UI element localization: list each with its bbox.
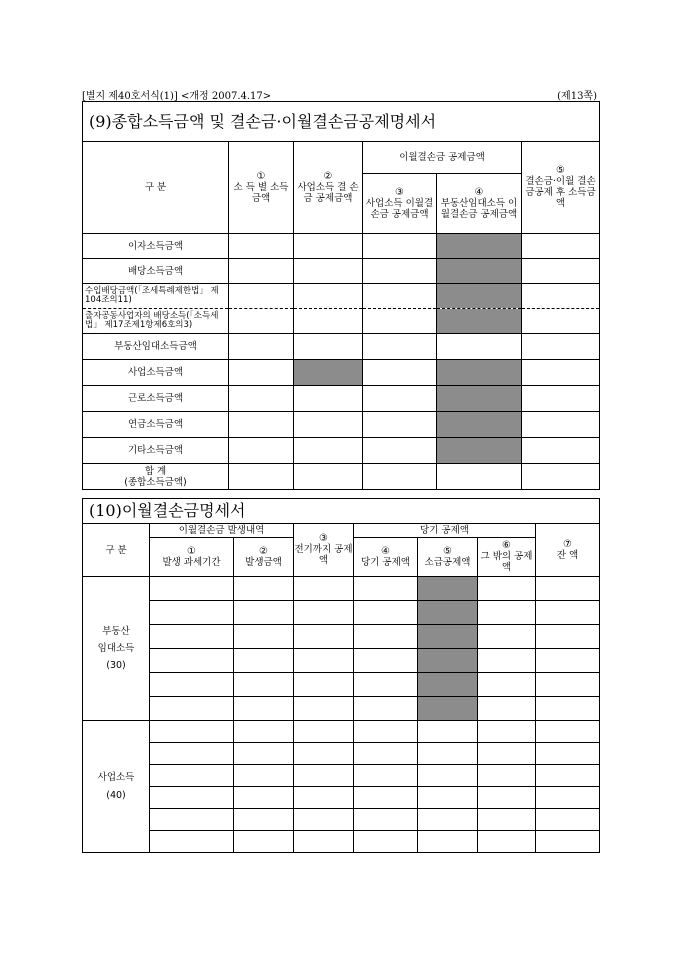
table-row — [83, 721, 600, 743]
shaded-cell — [437, 259, 522, 284]
input-cell[interactable] — [234, 673, 294, 697]
input-cell[interactable] — [294, 259, 363, 284]
input-cell[interactable] — [437, 464, 522, 490]
input-cell[interactable] — [294, 765, 354, 787]
input-cell[interactable] — [418, 831, 478, 853]
page-label: (제13쪽) — [557, 91, 597, 102]
shaded-cell — [418, 697, 478, 721]
carryover-loss-table — [82, 498, 600, 853]
input-cell[interactable] — [234, 649, 294, 673]
input-cell[interactable] — [150, 601, 234, 625]
input-cell[interactable] — [234, 697, 294, 721]
shaded-cell — [418, 673, 478, 697]
col-business-carryover: ③ 사업소득 이월결손금 공제금액 — [363, 174, 437, 234]
input-cell[interactable] — [418, 721, 478, 743]
input-cell[interactable] — [418, 809, 478, 831]
input-cell[interactable] — [478, 625, 536, 649]
input-cell[interactable] — [294, 386, 363, 412]
input-cell[interactable] — [229, 309, 294, 334]
col-carryback-deduction: ⑤ 소급공제액 — [418, 538, 478, 577]
input-cell[interactable] — [478, 765, 536, 787]
input-cell[interactable] — [418, 743, 478, 765]
input-cell[interactable] — [536, 649, 600, 673]
input-cell[interactable] — [150, 577, 234, 601]
row-label: 근로소득금액 — [83, 386, 229, 412]
table-row — [83, 601, 600, 625]
input-cell[interactable] — [536, 743, 600, 765]
table-row — [83, 765, 600, 787]
input-cell[interactable] — [536, 831, 600, 853]
table-row — [83, 438, 600, 464]
col-realestate-carryover: ④ 부동산임대소득 이월결손금 공제금액 — [437, 174, 522, 234]
input-cell[interactable] — [363, 386, 437, 412]
input-cell[interactable] — [294, 673, 354, 697]
shaded-cell — [437, 284, 522, 309]
input-cell[interactable] — [234, 721, 294, 743]
input-cell[interactable] — [522, 259, 600, 284]
input-cell[interactable] — [363, 309, 437, 334]
input-cell[interactable] — [437, 334, 522, 360]
col-current-deduction: ④ 당기 공제액 — [354, 538, 418, 577]
input-cell[interactable] — [536, 625, 600, 649]
input-cell[interactable] — [363, 234, 437, 259]
input-cell[interactable] — [536, 787, 600, 809]
input-cell[interactable] — [536, 673, 600, 697]
input-cell[interactable] — [294, 831, 354, 853]
input-cell[interactable] — [294, 697, 354, 721]
row-label: 출자공동사업자의 배당소득(「소득세법」 제17조제1항제6호의3) — [83, 309, 229, 334]
input-cell[interactable] — [234, 765, 294, 787]
input-cell[interactable] — [522, 309, 600, 334]
input-cell[interactable] — [294, 234, 363, 259]
section10-title: (10)이월결손금명세서 — [83, 499, 600, 524]
input-cell[interactable] — [229, 259, 294, 284]
table-row — [83, 625, 600, 649]
input-cell[interactable] — [536, 577, 600, 601]
input-cell[interactable] — [150, 697, 234, 721]
form-label: [별지 제40호서식(1)] <개정 2007.4.17> — [82, 91, 272, 102]
row-label-total: 합 계 (종합소득금액) — [83, 464, 229, 490]
input-cell[interactable] — [294, 649, 354, 673]
input-cell[interactable] — [354, 743, 418, 765]
input-cell[interactable] — [150, 649, 234, 673]
input-cell[interactable] — [478, 743, 536, 765]
input-cell[interactable] — [234, 625, 294, 649]
input-cell[interactable] — [150, 765, 234, 787]
input-cell[interactable] — [294, 438, 363, 464]
input-cell[interactable] — [354, 787, 418, 809]
input-cell[interactable] — [150, 625, 234, 649]
shaded-cell — [418, 625, 478, 649]
input-cell[interactable] — [229, 334, 294, 360]
input-cell[interactable] — [418, 787, 478, 809]
input-cell[interactable] — [478, 787, 536, 809]
input-cell[interactable] — [294, 743, 354, 765]
table-row — [83, 743, 600, 765]
input-cell[interactable] — [354, 673, 418, 697]
input-cell[interactable] — [150, 721, 234, 743]
input-cell[interactable] — [522, 412, 600, 438]
input-cell[interactable] — [294, 577, 354, 601]
table-row — [83, 464, 600, 490]
input-cell[interactable] — [234, 787, 294, 809]
section9-title: (9)종합소득금액 및 결손금·이월결손금공제명세서 — [83, 102, 600, 142]
col-group-current: 당기 공제액 — [354, 524, 536, 538]
input-cell[interactable] — [150, 831, 234, 853]
input-cell[interactable] — [294, 412, 363, 438]
input-cell[interactable] — [294, 787, 354, 809]
input-cell[interactable] — [478, 721, 536, 743]
shaded-cell — [437, 309, 522, 334]
col-group-occurrence: 이월결손금 발생내역 — [150, 524, 294, 538]
input-cell[interactable] — [363, 360, 437, 386]
input-cell[interactable] — [229, 284, 294, 309]
col-income-after-deduction: ⑤ 결손금·이월 결손금공제 후 소득금액 — [522, 142, 600, 234]
input-cell[interactable] — [418, 765, 478, 787]
table-row — [83, 309, 600, 334]
input-cell[interactable] — [522, 234, 600, 259]
shaded-cell — [437, 386, 522, 412]
table-row — [83, 697, 600, 721]
input-cell[interactable] — [150, 809, 234, 831]
col-other-deduction: ⑥ 그 밖의 공제액 — [478, 538, 536, 577]
input-cell[interactable] — [522, 438, 600, 464]
input-cell[interactable] — [363, 334, 437, 360]
col-category: 구 분 — [83, 142, 229, 234]
input-cell[interactable] — [294, 601, 354, 625]
col-balance: ⑦ 잔 액 — [536, 524, 600, 577]
input-cell[interactable] — [536, 765, 600, 787]
input-cell[interactable] — [354, 809, 418, 831]
input-cell[interactable] — [363, 464, 437, 490]
row-label: 배당소득금액 — [83, 259, 229, 284]
group-realestate-income: 부동산 임대소득 (30) — [83, 577, 150, 721]
input-cell[interactable] — [234, 831, 294, 853]
col-group-carryover: 이월결손금 공제금액 — [363, 142, 522, 174]
input-cell[interactable] — [234, 743, 294, 765]
input-cell[interactable] — [294, 309, 363, 334]
input-cell[interactable] — [536, 601, 600, 625]
input-cell[interactable] — [354, 625, 418, 649]
table-row — [83, 649, 600, 673]
shaded-cell — [418, 577, 478, 601]
income-deduction-table — [82, 101, 600, 490]
table-row — [83, 787, 600, 809]
table-row — [83, 673, 600, 697]
input-cell[interactable] — [478, 601, 536, 625]
table-row — [83, 334, 600, 360]
table-row — [83, 577, 600, 601]
shaded-cell — [437, 360, 522, 386]
shaded-cell — [437, 438, 522, 464]
table-row — [83, 259, 600, 284]
input-cell[interactable] — [354, 649, 418, 673]
shaded-cell — [418, 601, 478, 625]
input-cell[interactable] — [536, 809, 600, 831]
shaded-cell — [294, 360, 363, 386]
row-label: 부동산임대소득금액 — [83, 334, 229, 360]
table-row — [83, 386, 600, 412]
input-cell[interactable] — [522, 386, 600, 412]
shaded-cell — [437, 412, 522, 438]
col-occur-amount: ② 발생금액 — [234, 538, 294, 577]
input-cell[interactable] — [150, 787, 234, 809]
row-label: 사업소득금액 — [83, 360, 229, 386]
col-tax-period: ① 발생 과세기간 — [150, 538, 234, 577]
table-row — [83, 831, 600, 853]
input-cell[interactable] — [294, 464, 363, 490]
input-cell[interactable] — [234, 809, 294, 831]
input-cell[interactable] — [522, 360, 600, 386]
input-cell[interactable] — [522, 464, 600, 490]
table-row — [83, 809, 600, 831]
input-cell[interactable] — [354, 765, 418, 787]
input-cell[interactable] — [229, 438, 294, 464]
input-cell[interactable] — [294, 284, 363, 309]
input-cell[interactable] — [294, 625, 354, 649]
input-cell[interactable] — [294, 721, 354, 743]
input-cell[interactable] — [229, 360, 294, 386]
shaded-cell — [418, 649, 478, 673]
row-label: 수입배당금액(「조세특례제한법」 제104조의11) — [83, 284, 229, 309]
input-cell[interactable] — [536, 721, 600, 743]
input-cell[interactable] — [478, 809, 536, 831]
row-label: 연금소득금액 — [83, 412, 229, 438]
col-category: 구 분 — [83, 524, 150, 577]
col-business-loss-deduction: ② 사업소득 결 손 금 공제금액 — [294, 142, 363, 234]
input-cell[interactable] — [150, 673, 234, 697]
input-cell[interactable] — [229, 234, 294, 259]
input-cell[interactable] — [478, 649, 536, 673]
table-row — [83, 234, 600, 259]
input-cell[interactable] — [354, 831, 418, 853]
input-cell[interactable] — [522, 284, 600, 309]
input-cell[interactable] — [354, 601, 418, 625]
input-cell[interactable] — [354, 721, 418, 743]
shaded-cell — [437, 234, 522, 259]
input-cell[interactable] — [234, 577, 294, 601]
input-cell[interactable] — [478, 673, 536, 697]
input-cell[interactable] — [522, 334, 600, 360]
input-cell[interactable] — [234, 601, 294, 625]
col-prior-deduction: ③ 전기까지 공제액 — [294, 524, 354, 577]
input-cell[interactable] — [150, 743, 234, 765]
input-cell[interactable] — [363, 284, 437, 309]
input-cell[interactable] — [229, 386, 294, 412]
col-income-by-type: ① 소 득 별 소득금액 — [229, 142, 294, 234]
input-cell[interactable] — [294, 334, 363, 360]
row-label: 기타소득금액 — [83, 438, 229, 464]
input-cell[interactable] — [229, 412, 294, 438]
table-row — [83, 284, 600, 309]
input-cell[interactable] — [294, 809, 354, 831]
input-cell[interactable] — [363, 412, 437, 438]
input-cell[interactable] — [354, 577, 418, 601]
input-cell[interactable] — [354, 697, 418, 721]
input-cell[interactable] — [363, 259, 437, 284]
group-business-income: 사업소득 (40) — [83, 721, 150, 853]
input-cell[interactable] — [229, 464, 294, 490]
input-cell[interactable] — [536, 697, 600, 721]
input-cell[interactable] — [478, 831, 536, 853]
table-row — [83, 412, 600, 438]
input-cell[interactable] — [363, 438, 437, 464]
row-label: 이자소득금액 — [83, 234, 229, 259]
input-cell[interactable] — [478, 697, 536, 721]
table-row — [83, 360, 600, 386]
input-cell[interactable] — [478, 577, 536, 601]
